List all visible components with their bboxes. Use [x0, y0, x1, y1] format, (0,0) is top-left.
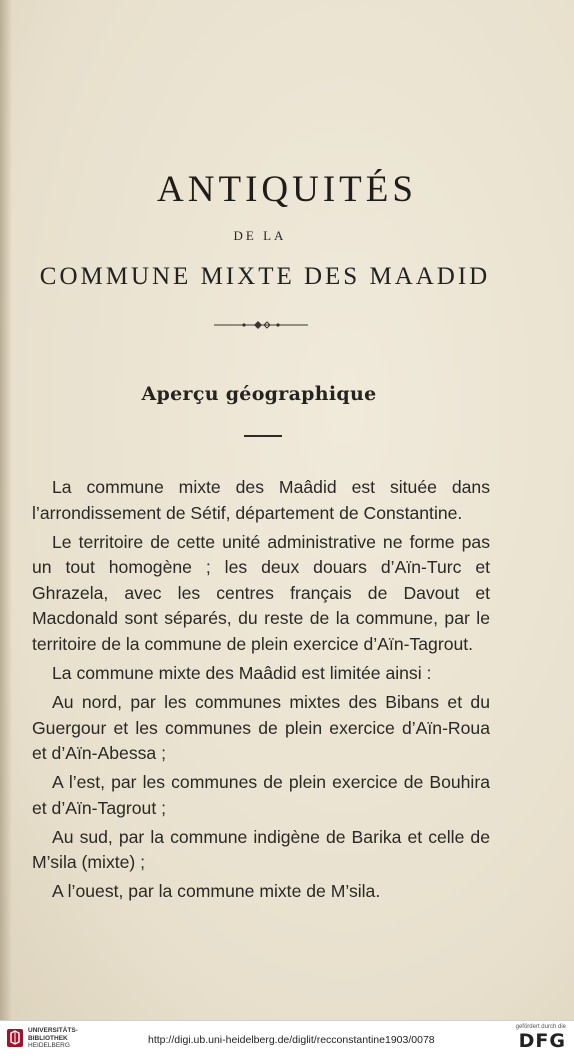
- library-logo-line: UNIVERSITÄTS-: [28, 1027, 78, 1034]
- paragraph: La commune mixte des Maâdid est située dans l’arrondissement de Sétif, département de Constantine.: [32, 477, 490, 523]
- library-logo-line: HEIDELBERG: [28, 1042, 70, 1049]
- page-edge-shadow: [0, 0, 12, 1020]
- section-heading: Aperçu géographique: [141, 383, 377, 405]
- paragraph: A l’ouest, par la commune mixte de M’sila.: [52, 881, 381, 902]
- paragraph: Au nord, par les communes mixtes des Bibans et du Guergour et les communes de plein exercice d’Aïn-Roua et d’Aïn-Abessa ;: [32, 691, 490, 764]
- paragraph: Au sud, par la commune indigène de Barika et celle de M’sila (mixte) ;: [32, 826, 490, 873]
- library-logo-line: BIBLIOTHEK: [28, 1034, 68, 1042]
- library-logo[interactable]: [6, 1027, 78, 1050]
- paragraph: La commune mixte des Maâdid est limitée ainsi :: [52, 662, 432, 683]
- sponsor-caption: gefördert durch die: [515, 1024, 566, 1030]
- viewer-footer: [0, 1020, 574, 1062]
- sponsor-block[interactable]: [516, 1024, 566, 1052]
- body-text: [32, 475, 490, 908]
- title-connector: DE LA: [233, 228, 287, 243]
- permalink-url[interactable]: http://digi.ub.uni-heidelberg.de/diglit/recconstantine1903/0078: [148, 1034, 435, 1046]
- ornament-divider-icon: [214, 318, 308, 332]
- dfg-logo-icon: DFG: [518, 1030, 566, 1052]
- page-subtitle: COMMUNE MIXTE DES MAADID: [39, 263, 491, 290]
- heading-rule: [244, 435, 282, 437]
- paragraph: A l’est, par les communes de plein exercice de Bouhira et d’Aïn-Tagrout ;: [32, 772, 490, 818]
- paragraph: Le territoire de cette unité administrative ne forme pas un tout homogène ; les deux douars d’Aïn-Turc et Ghrazela, avec les centres français de Davout et Macdonald sont séparés, du reste de la commune, par le territoire de la commune de plein exercice d’Aïn-Tagrout.: [32, 531, 490, 654]
- page-title: ANTIQUITÉS: [157, 169, 417, 210]
- university-library-icon: [6, 1027, 24, 1049]
